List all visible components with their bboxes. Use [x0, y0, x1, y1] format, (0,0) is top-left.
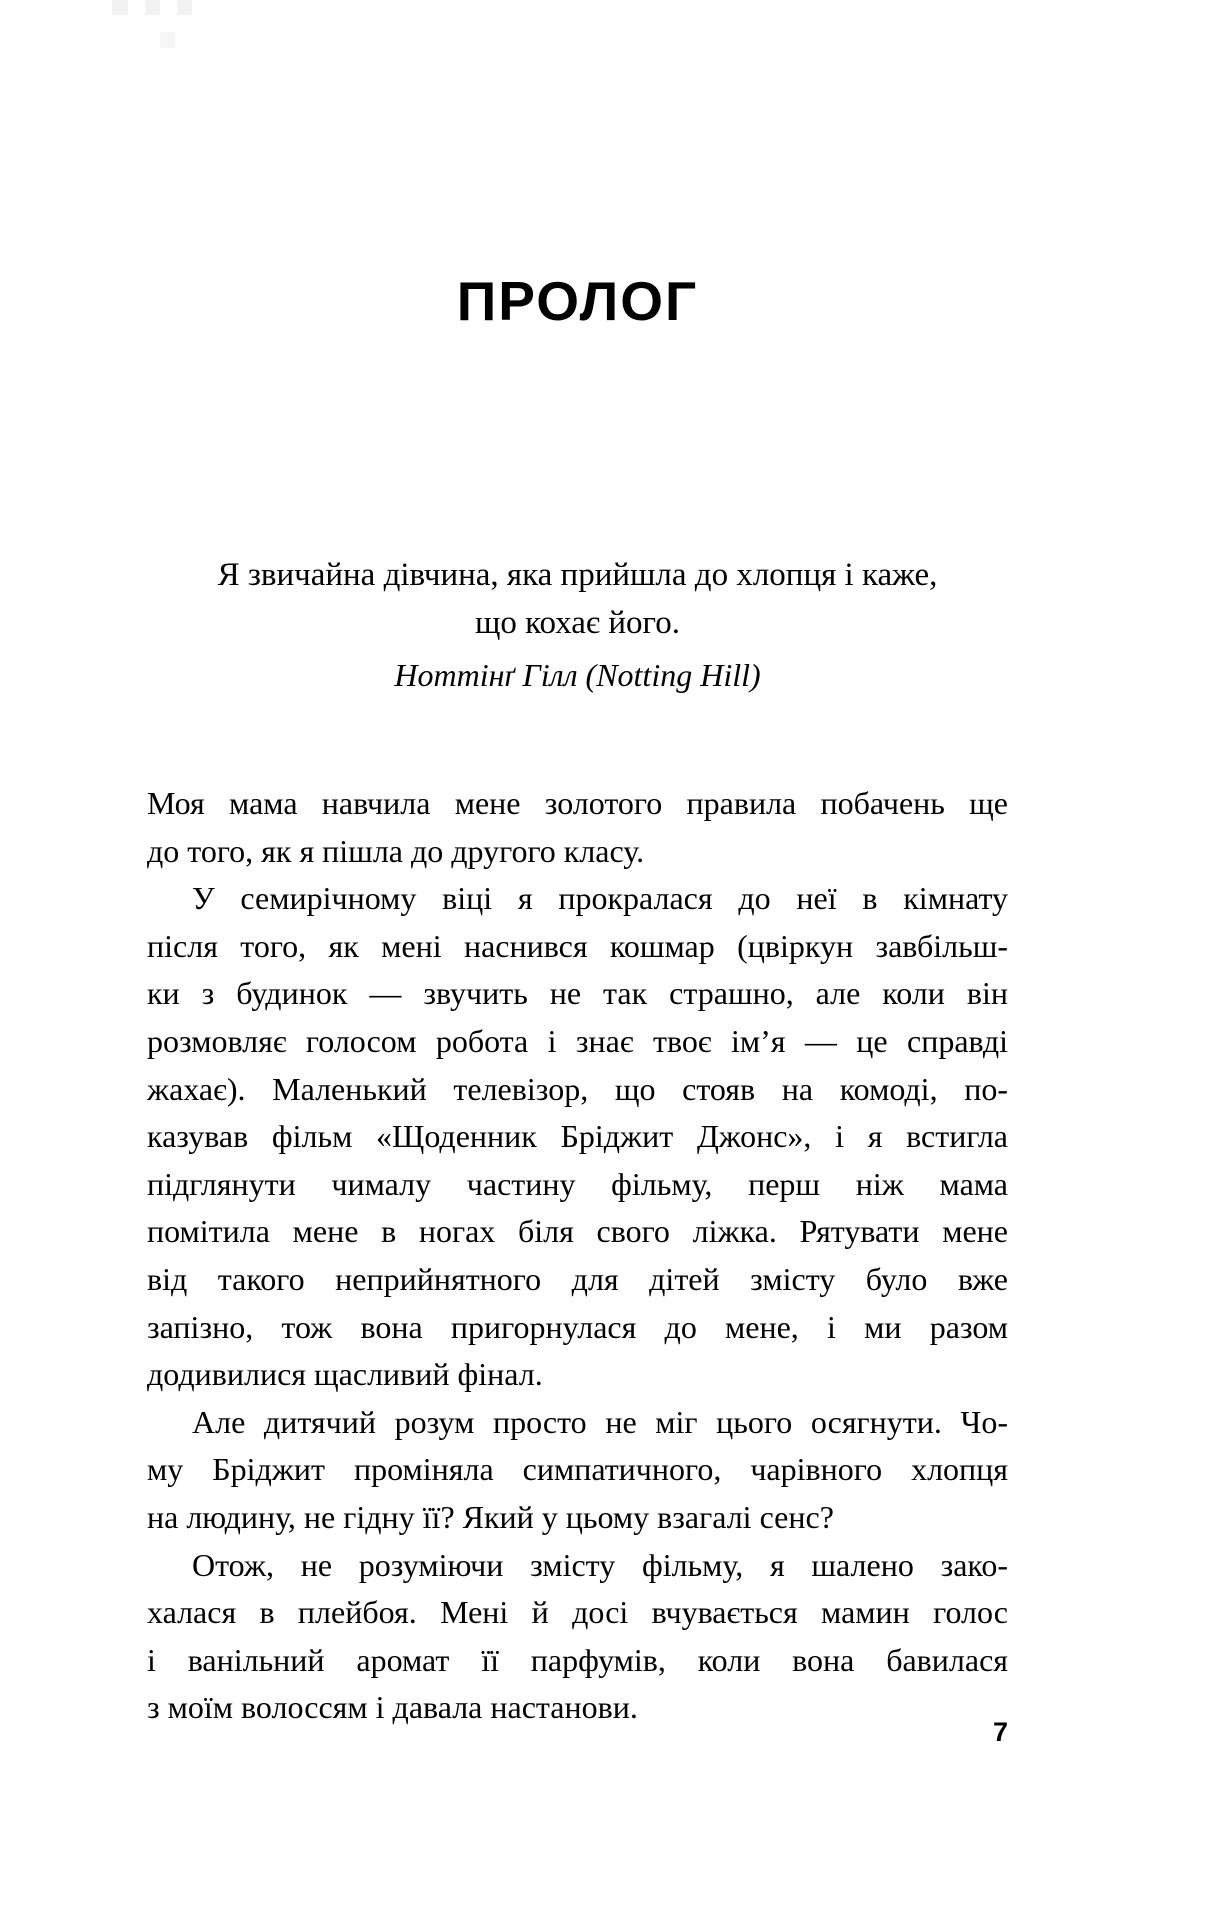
scan-artifact [112, 0, 128, 15]
body-line: Але дитячий розум просто не міг цього осягнути. Чо- [192, 1403, 1008, 1440]
body-line: додивилися щасливий фінал. [147, 1356, 543, 1393]
body-line: підглянути чималу частину фільму, перш ніж мама [147, 1165, 1008, 1202]
epigraph-line: Я звичайна дівчина, яка прийшла до хлопця і каже, [217, 557, 938, 593]
scan-artifact [145, 0, 160, 15]
body-line: з моїм волоссям і давала настанови. [147, 1689, 638, 1726]
body-line: халася в плейбоя. Мені й досі вчувається мамин голос [147, 1594, 1008, 1631]
body-line: до того, як я пішла до другого класу. [147, 832, 645, 869]
body-line: і ванільний аромат її парфумів, коли вона бавилася [147, 1641, 1008, 1678]
body-line: жахає). Маленький телевізор, що стояв на комоді, по- [147, 1070, 1008, 1107]
body-line: ки з будинок — звучить не так страшно, але коли він [147, 975, 1008, 1012]
scan-artifact [160, 32, 175, 48]
scan-artifact [177, 0, 192, 15]
page-number: 7 [992, 1717, 1008, 1747]
body-line: після того, як мені наснився кошмар (цвіркун завбільш- [147, 927, 1008, 964]
body-line: казував фільм «Щоденник Бріджит Джонс», і я встигла [147, 1118, 1008, 1155]
body-line: У семирічному віці я прокралася до неї в кімнату [192, 880, 1008, 917]
body-line: помітила мене в ногах біля свого ліжка. Рятувати мене [147, 1213, 1008, 1250]
epigraph [147, 551, 1008, 647]
chapter-title: ПРОЛОГ [456, 270, 699, 332]
body-line: на людину, не гідну її? Який у цьому взагалі сенс? [147, 1498, 834, 1535]
body-line: му Бріджит проміняла симпатичного, чарівного хлопця [147, 1451, 1008, 1488]
body-text [147, 780, 1008, 1732]
body-line: розмовляє голосом робота і знає твоє ім’я — це справді [147, 1022, 1008, 1059]
body-line: від такого неприйнятного для дітей змісту було вже [147, 1260, 1008, 1297]
body-line: Моя мама навчила мене золотого правила побачень ще [147, 785, 1008, 821]
epigraph-line: що кохає його. [475, 605, 680, 641]
body-line: запізно, тож вона пригорнулася до мене, і ми разом [147, 1308, 1008, 1345]
epigraph-attribution: Ноттінґ Гілл (Notting Hill) [394, 657, 761, 693]
body-line: Отож, не розуміючи змісту фільму, я шалено зако- [192, 1546, 1008, 1583]
